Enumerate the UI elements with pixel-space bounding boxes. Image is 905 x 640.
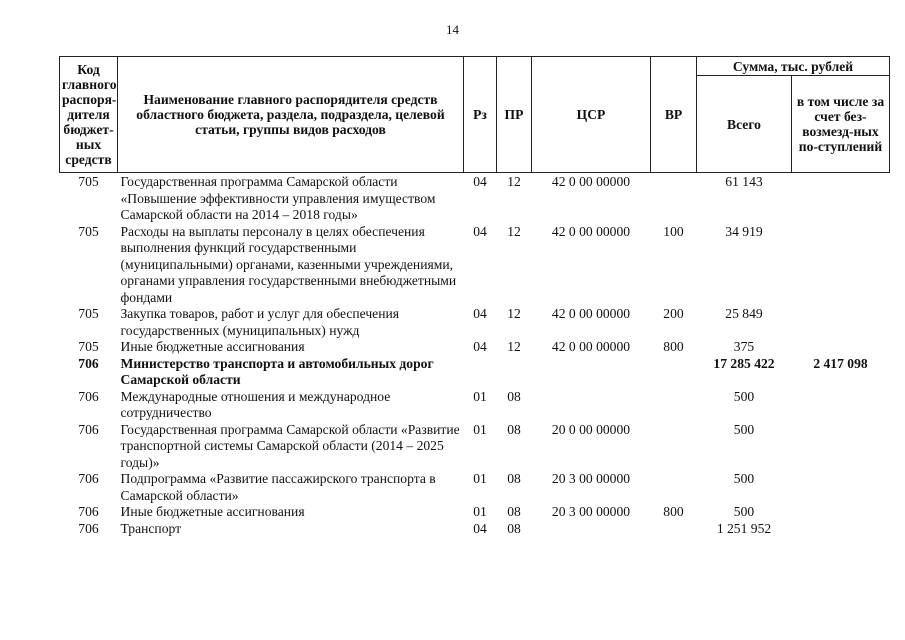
- table-row: [60, 306, 890, 339]
- cell-code: 705: [78, 174, 99, 189]
- header-total: Всего: [697, 76, 792, 173]
- cell-gratuit: [792, 389, 890, 422]
- cell-name: Транспорт: [120, 520, 182, 536]
- cell-vr: 800: [663, 504, 684, 519]
- header-name: Наименование главного распорядителя средств областного бюджета, раздела, подраздела, целевой статьи, группы видов расходов: [118, 57, 464, 173]
- cell-total: 61 143: [725, 174, 763, 189]
- cell-gratuit: [792, 173, 890, 224]
- cell-rz: [464, 356, 497, 389]
- cell-gratuit: [792, 306, 890, 339]
- cell-gratuit: [792, 224, 890, 307]
- cell-csr: 42 0 00 00000: [551, 223, 631, 239]
- cell-vr: [651, 173, 697, 224]
- budget-table: [59, 56, 890, 537]
- cell-pr: 08: [507, 388, 521, 404]
- cell-rz: 01: [473, 388, 487, 404]
- cell-code: 705: [78, 306, 99, 321]
- header-csr: ЦСР: [532, 57, 651, 173]
- cell-pr: [497, 356, 532, 389]
- cell-csr: [532, 356, 651, 389]
- cell-csr: 20 3 00 00000: [551, 504, 631, 519]
- cell-total: 34 919: [725, 223, 763, 239]
- cell-total: 500: [733, 421, 755, 437]
- cell-code: 706: [78, 355, 99, 371]
- cell-csr: 42 0 00 00000: [551, 339, 631, 354]
- cell-name: Международные отношения и международное сотрудничество: [120, 388, 391, 420]
- table-row: [60, 471, 890, 504]
- cell-pr: 08: [507, 504, 521, 519]
- header-gratuit: в том числе за счет без-возмезд-ных по-ступлений: [792, 76, 890, 173]
- cell-gratuit: [792, 504, 890, 521]
- cell-total: 500: [733, 504, 755, 519]
- cell-rz: 04: [473, 339, 487, 354]
- table-row: [60, 521, 890, 538]
- cell-vr: [651, 471, 697, 504]
- cell-rz: 04: [473, 306, 487, 321]
- table-header: [60, 57, 890, 173]
- header-vr: ВР: [651, 57, 697, 173]
- cell-gratuit: [792, 422, 890, 472]
- cell-code: 706: [78, 471, 99, 486]
- cell-pr: 08: [507, 421, 521, 437]
- cell-name: Закупка товаров, работ и услуг для обеспечения государственных (муниципальных) нужд: [120, 306, 399, 338]
- cell-csr: [532, 521, 651, 538]
- cell-gratuit: 2 417 098: [813, 355, 868, 371]
- cell-total: 17 285 422: [713, 355, 775, 371]
- table-row: [60, 173, 890, 224]
- cell-pr: 12: [507, 223, 521, 239]
- table-body: [60, 173, 890, 538]
- table-row: [60, 339, 890, 356]
- cell-csr: 20 0 00 00000: [551, 421, 631, 437]
- cell-vr: [651, 521, 697, 538]
- cell-name: Государственная программа Самарской области «Развитие транспортной системы Самарской области (2014 – 2025 годы)»: [120, 421, 460, 470]
- cell-rz: 04: [473, 223, 487, 239]
- cell-name: Министерство транспорта и автомобильных дорог Самарской области: [120, 355, 434, 387]
- cell-gratuit: [792, 471, 890, 504]
- cell-gratuit: [792, 521, 890, 538]
- header-rz: Рз: [464, 57, 497, 173]
- cell-total: 375: [733, 339, 755, 354]
- cell-csr: [532, 389, 651, 422]
- cell-pr: 12: [507, 339, 521, 354]
- cell-code: 705: [78, 223, 99, 239]
- table-row: [60, 504, 890, 521]
- cell-rz: 01: [473, 471, 487, 486]
- header-code: Код главного распоря-дителя бюджет-ных средств: [60, 57, 118, 173]
- cell-csr: 42 0 00 00000: [551, 174, 631, 189]
- table-row: [60, 356, 890, 389]
- cell-rz: 04: [473, 520, 487, 536]
- table-row: [60, 224, 890, 307]
- header-pr: ПР: [497, 57, 532, 173]
- cell-name: Иные бюджетные ассигнования: [120, 339, 305, 354]
- cell-code: 706: [78, 504, 99, 519]
- cell-vr: 200: [663, 306, 684, 321]
- cell-pr: 12: [507, 174, 521, 189]
- header-sum: Сумма, тыс. рублей: [697, 57, 890, 76]
- cell-rz: 04: [473, 174, 487, 189]
- cell-total: 500: [733, 388, 755, 404]
- cell-vr: 100: [663, 223, 684, 239]
- page-number: 14: [446, 22, 459, 37]
- cell-name: Подпрограмма «Развитие пассажирского транспорта в Самарской области»: [120, 471, 436, 503]
- cell-csr: 20 3 00 00000: [551, 471, 631, 486]
- cell-name: Иные бюджетные ассигнования: [120, 504, 305, 519]
- cell-code: 705: [78, 339, 99, 354]
- cell-vr: [651, 389, 697, 422]
- table-row: [60, 422, 890, 472]
- cell-vr: [651, 422, 697, 472]
- cell-pr: 08: [507, 520, 521, 536]
- table-row: [60, 389, 890, 422]
- cell-total: 500: [733, 471, 755, 486]
- cell-vr: [651, 356, 697, 389]
- cell-code: 706: [78, 520, 99, 536]
- cell-name: Расходы на выплаты персоналу в целях обеспечения выполнения функций государственными (муниципальными) органами, казенными учреждениями, органами управления государственными внебюджетными фондами: [120, 223, 457, 305]
- cell-code: 706: [78, 421, 99, 437]
- cell-rz: 01: [473, 504, 487, 519]
- cell-code: 706: [78, 388, 99, 404]
- cell-name: Государственная программа Самарской области «Повышение эффективности управления имуществом Самарской области на 2014 – 2018 годы»: [120, 174, 436, 222]
- cell-total: 1 251 952: [716, 520, 772, 536]
- cell-gratuit: [792, 339, 890, 356]
- cell-rz: 01: [473, 421, 487, 437]
- cell-pr: 08: [507, 471, 521, 486]
- cell-pr: 12: [507, 306, 521, 321]
- cell-vr: 800: [663, 339, 684, 354]
- cell-csr: 42 0 00 00000: [551, 306, 631, 321]
- cell-total: 25 849: [725, 306, 763, 321]
